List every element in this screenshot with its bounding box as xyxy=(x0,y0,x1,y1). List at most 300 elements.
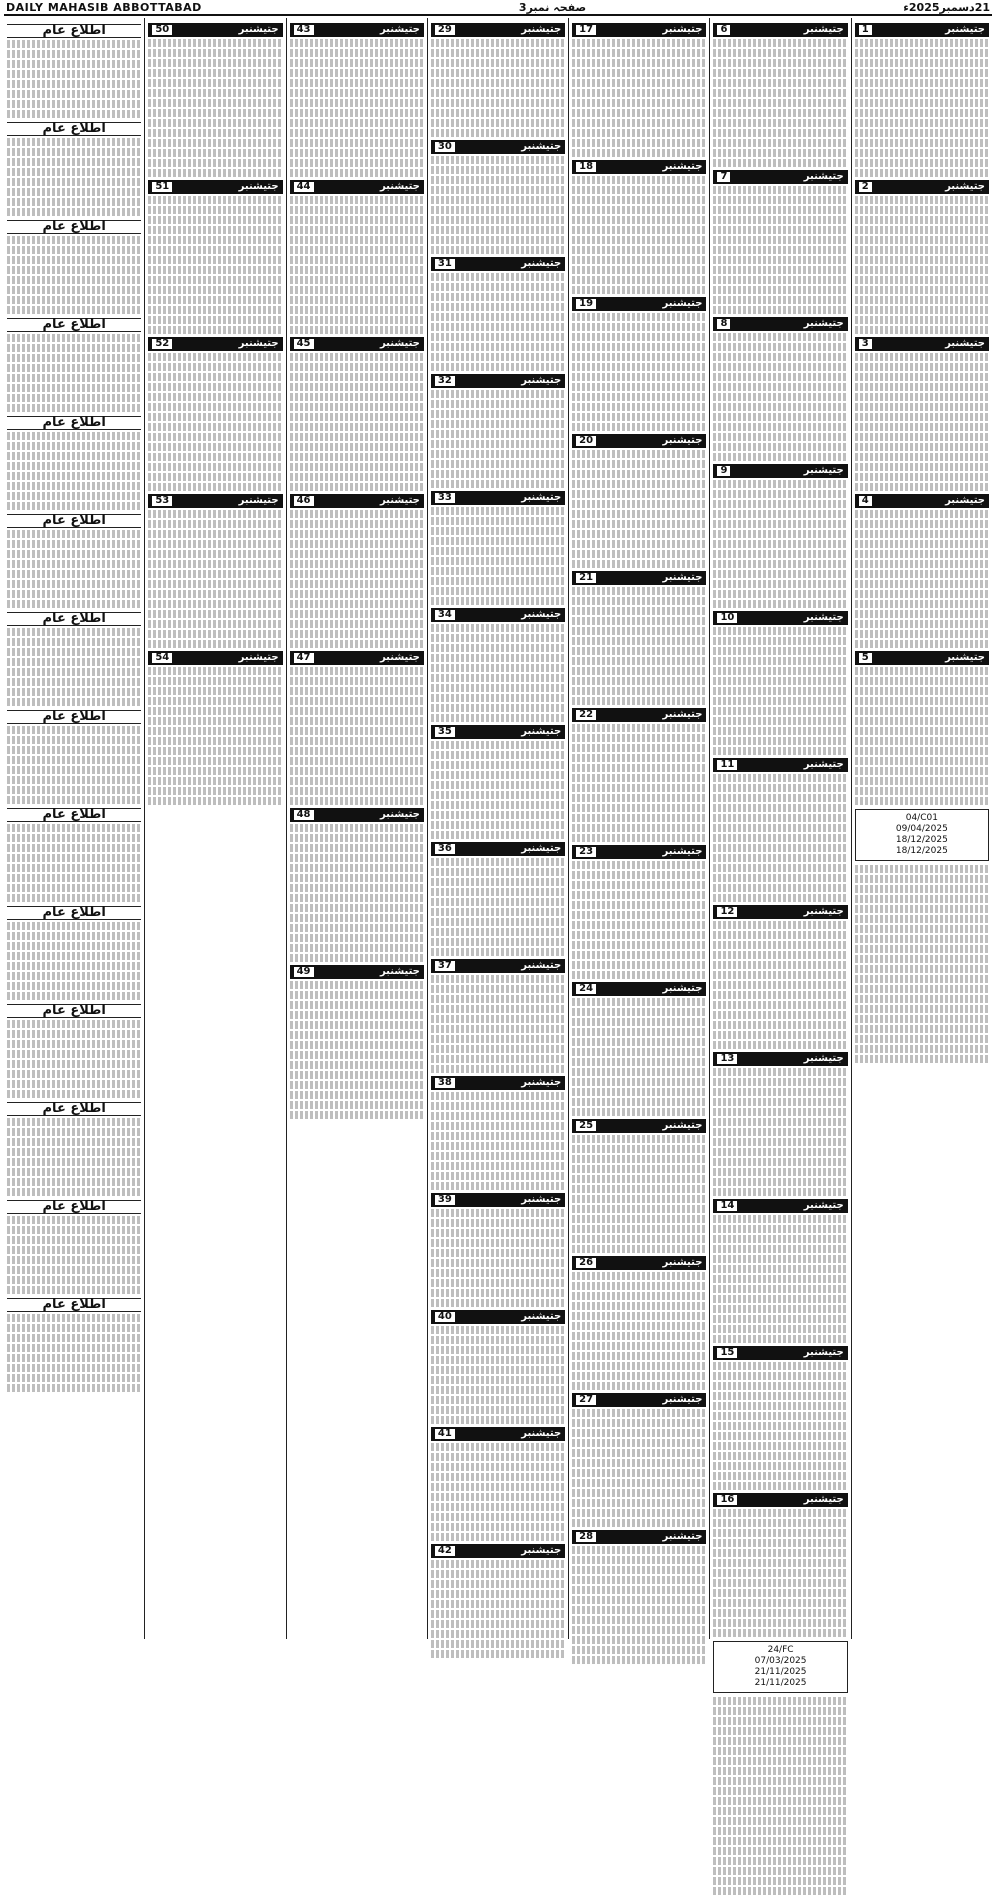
text-line xyxy=(431,49,565,57)
text-line xyxy=(855,610,989,618)
text-line xyxy=(713,1827,847,1835)
text-line xyxy=(572,1135,706,1143)
text-line xyxy=(713,266,847,274)
text-line xyxy=(148,59,282,67)
text-line xyxy=(572,1586,706,1594)
badge-number: 5 xyxy=(859,653,872,663)
text-line xyxy=(855,1045,989,1053)
text-line xyxy=(572,246,706,254)
column-7 xyxy=(4,18,144,1639)
text-line xyxy=(7,600,141,608)
text-line xyxy=(713,1727,847,1735)
badge-number: 3 xyxy=(859,339,872,349)
text-line xyxy=(855,1025,989,1033)
badge-number: 7 xyxy=(717,172,730,182)
text-line xyxy=(431,1122,565,1130)
text-line xyxy=(855,985,989,993)
text-line xyxy=(7,1276,141,1284)
text-line xyxy=(431,1326,565,1334)
text-line xyxy=(7,580,141,588)
text-line xyxy=(7,658,141,666)
column-3 xyxy=(568,18,709,1639)
text-line xyxy=(7,834,141,842)
badge-label: جتیشنبر xyxy=(521,492,562,503)
text-line xyxy=(713,961,847,969)
text-line xyxy=(7,266,141,274)
badge-label: جتیشنبر xyxy=(945,181,985,192)
notice-number-badge xyxy=(431,1193,565,1207)
text-line xyxy=(290,196,424,204)
text-line xyxy=(713,1215,847,1223)
text-line xyxy=(572,363,706,371)
text-line xyxy=(572,891,706,899)
text-line xyxy=(572,1616,706,1624)
notice-heading: اطلاع عام xyxy=(7,906,141,920)
text-line xyxy=(7,1090,141,1098)
text-line xyxy=(572,423,706,431)
text-line xyxy=(431,1055,565,1063)
badge-label: جتیشنبر xyxy=(662,161,703,172)
text-line xyxy=(148,600,282,608)
text-line xyxy=(431,1523,565,1531)
text-line xyxy=(431,69,565,77)
badge-label: جتیشنبر xyxy=(803,171,844,182)
text-line xyxy=(713,1325,847,1333)
notice-number-badge xyxy=(290,808,424,822)
text-line xyxy=(7,1344,141,1352)
text-line xyxy=(572,724,706,732)
text-line xyxy=(572,1108,706,1116)
text-line xyxy=(431,948,565,956)
text-line xyxy=(713,727,847,735)
text-line xyxy=(713,119,847,127)
text-line xyxy=(7,756,141,764)
text-line xyxy=(855,139,989,147)
text-line xyxy=(855,777,989,785)
text-line xyxy=(431,166,565,174)
text-line xyxy=(713,1529,847,1537)
badge-number: 14 xyxy=(717,1201,737,1211)
text-line xyxy=(572,1215,706,1223)
text-line xyxy=(572,657,706,665)
text-line xyxy=(713,1472,847,1480)
text-line xyxy=(713,403,847,411)
text-line xyxy=(713,109,847,117)
notice-number-badge xyxy=(855,651,989,665)
text-line xyxy=(431,694,565,702)
text-line xyxy=(290,991,424,999)
notice-number-badge xyxy=(431,959,565,973)
text-line xyxy=(431,751,565,759)
text-line xyxy=(713,921,847,929)
text-line xyxy=(572,1225,706,1233)
text-line xyxy=(7,570,141,578)
text-line xyxy=(713,1068,847,1076)
text-line xyxy=(713,737,847,745)
badge-label: جتیشنبر xyxy=(521,609,562,620)
text-line xyxy=(7,334,141,342)
text-line xyxy=(855,767,989,775)
badge-number: 50 xyxy=(152,25,172,35)
notice-number-badge xyxy=(572,708,706,722)
text-line xyxy=(431,1172,565,1180)
text-line xyxy=(572,403,706,411)
text-line xyxy=(7,1030,141,1038)
text-line xyxy=(713,637,847,645)
text-line xyxy=(431,1132,565,1140)
text-line xyxy=(431,1640,565,1648)
badge-label: جتیشنبر xyxy=(238,24,279,35)
text-line xyxy=(713,1275,847,1283)
text-line xyxy=(572,1322,706,1330)
text-line xyxy=(7,550,141,558)
text-line xyxy=(713,1255,847,1263)
text-line xyxy=(713,774,847,782)
text-line xyxy=(713,1188,847,1196)
text-line xyxy=(713,1295,847,1303)
text-line xyxy=(148,550,282,558)
text-line xyxy=(572,413,706,421)
text-line xyxy=(7,1158,141,1166)
text-line xyxy=(572,196,706,204)
text-line xyxy=(572,69,706,77)
text-line xyxy=(431,1005,565,1013)
text-line xyxy=(148,580,282,588)
badge-label: جتیشنبر xyxy=(945,495,985,506)
notice-heading: اطلاع عام xyxy=(7,220,141,234)
badge-label: جتیشنبر xyxy=(662,435,703,446)
text-line xyxy=(713,1128,847,1136)
text-line xyxy=(572,470,706,478)
text-line xyxy=(290,1021,424,1029)
text-line xyxy=(855,875,989,883)
text-line xyxy=(431,1045,565,1053)
notice-number-badge xyxy=(431,1076,565,1090)
text-line xyxy=(148,256,282,264)
text-line xyxy=(713,824,847,832)
text-line xyxy=(855,687,989,695)
text-line xyxy=(572,119,706,127)
text-line xyxy=(572,971,706,979)
text-line xyxy=(855,226,989,234)
text-line xyxy=(7,296,141,304)
text-line xyxy=(431,1182,565,1190)
badge-number: 43 xyxy=(294,25,314,35)
badge-label: جتیشنبر xyxy=(521,375,562,386)
text-line xyxy=(431,1650,565,1658)
text-line xyxy=(572,383,706,391)
text-line xyxy=(290,89,424,97)
text-line xyxy=(148,79,282,87)
text-line xyxy=(7,668,141,676)
text-line xyxy=(148,139,282,147)
text-line xyxy=(148,169,282,177)
text-line xyxy=(290,393,424,401)
notice-number-badge xyxy=(290,965,424,979)
text-line xyxy=(572,697,706,705)
text-line xyxy=(290,560,424,568)
text-line xyxy=(855,737,989,745)
text-line xyxy=(572,1282,706,1290)
text-line xyxy=(431,557,565,565)
text-line xyxy=(148,777,282,785)
text-line xyxy=(713,1609,847,1617)
text-line xyxy=(148,570,282,578)
text-line xyxy=(431,420,565,428)
text-line xyxy=(855,707,989,715)
text-line xyxy=(431,1219,565,1227)
text-line xyxy=(572,176,706,184)
notice-heading: اطلاع عام xyxy=(7,1200,141,1214)
text-line xyxy=(7,638,141,646)
badge-label: جتیشنبر xyxy=(662,709,703,720)
text-line xyxy=(7,40,141,48)
text-line xyxy=(855,667,989,675)
text-line xyxy=(713,1629,847,1637)
notice-number-badge xyxy=(572,23,706,37)
notice-heading: اطلاع عام xyxy=(7,1298,141,1312)
badge-number: 39 xyxy=(435,1195,455,1205)
notice-number-badge xyxy=(713,905,847,919)
text-line xyxy=(855,403,989,411)
text-line xyxy=(431,1533,565,1541)
text-line xyxy=(713,333,847,341)
text-line xyxy=(148,226,282,234)
text-line xyxy=(431,831,565,839)
text-line xyxy=(7,60,141,68)
text-line xyxy=(290,1051,424,1059)
text-line xyxy=(431,1620,565,1628)
text-line xyxy=(148,707,282,715)
text-line xyxy=(7,1354,141,1362)
badge-label: جتیشنبر xyxy=(803,1053,844,1064)
notice-number-badge xyxy=(713,170,847,184)
text-line xyxy=(713,306,847,314)
text-line xyxy=(713,1225,847,1233)
text-line xyxy=(148,433,282,441)
text-line xyxy=(290,667,424,675)
text-line xyxy=(148,246,282,254)
text-line xyxy=(431,1453,565,1461)
text-line xyxy=(855,865,989,873)
badge-label: جتیشنبر xyxy=(521,141,562,152)
text-line xyxy=(431,761,565,769)
text-line xyxy=(572,1519,706,1527)
text-line xyxy=(290,520,424,528)
text-line xyxy=(290,59,424,67)
text-line xyxy=(855,995,989,1003)
text-line xyxy=(713,1138,847,1146)
text-line xyxy=(148,286,282,294)
text-line xyxy=(713,677,847,685)
column-4 xyxy=(427,18,568,1639)
badge-label: جتیشنبر xyxy=(803,759,844,770)
text-line xyxy=(855,256,989,264)
text-line xyxy=(431,674,565,682)
text-line xyxy=(7,1040,141,1048)
text-line xyxy=(572,1439,706,1447)
text-line xyxy=(713,1697,847,1705)
badge-number: 35 xyxy=(435,727,455,737)
text-line xyxy=(148,443,282,451)
text-line xyxy=(572,1546,706,1554)
notice-heading: اطلاع عام xyxy=(7,1102,141,1116)
text-line xyxy=(290,443,424,451)
text-line xyxy=(148,727,282,735)
text-line xyxy=(713,1031,847,1039)
notice-number-badge xyxy=(148,180,282,194)
text-line xyxy=(431,333,565,341)
text-line xyxy=(431,236,565,244)
badge-label: جتیشنبر xyxy=(945,24,985,35)
text-line xyxy=(572,1302,706,1310)
text-line xyxy=(431,898,565,906)
text-line xyxy=(7,1118,141,1126)
text-line xyxy=(713,1402,847,1410)
badge-number: 4 xyxy=(859,496,872,506)
text-line xyxy=(431,537,565,545)
text-line xyxy=(855,196,989,204)
text-line xyxy=(431,273,565,281)
text-line xyxy=(290,316,424,324)
text-line xyxy=(290,246,424,254)
text-line xyxy=(572,550,706,558)
text-line xyxy=(713,393,847,401)
text-line xyxy=(572,236,706,244)
text-line xyxy=(713,1837,847,1845)
text-line xyxy=(713,1619,847,1627)
text-line xyxy=(290,737,424,745)
text-line xyxy=(7,1314,141,1322)
text-line xyxy=(572,560,706,568)
notice-number-badge xyxy=(431,140,565,154)
text-line xyxy=(7,786,141,794)
badge-number: 16 xyxy=(717,1495,737,1505)
text-line xyxy=(431,1162,565,1170)
text-line xyxy=(572,998,706,1006)
text-line xyxy=(572,824,706,832)
text-line xyxy=(855,797,989,805)
notice-number-badge xyxy=(431,374,565,388)
text-line xyxy=(7,746,141,754)
text-line xyxy=(572,687,706,695)
text-line xyxy=(7,236,141,244)
text-line xyxy=(572,1342,706,1350)
text-line xyxy=(431,811,565,819)
text-line xyxy=(713,1817,847,1825)
text-line xyxy=(572,59,706,67)
text-line xyxy=(855,1005,989,1013)
court-notice-box xyxy=(855,809,989,861)
text-line xyxy=(572,1058,706,1066)
text-line xyxy=(431,741,565,749)
text-line xyxy=(148,687,282,695)
text-line xyxy=(7,286,141,294)
badge-number: 18 xyxy=(576,162,596,172)
text-line xyxy=(855,935,989,943)
text-line xyxy=(713,159,847,167)
notice-number-badge xyxy=(148,23,282,37)
text-line xyxy=(148,560,282,568)
text-line xyxy=(713,1372,847,1380)
badge-label: جتیشنبر xyxy=(521,24,562,35)
text-line xyxy=(7,942,141,950)
text-line xyxy=(7,530,141,538)
text-line xyxy=(855,49,989,57)
text-line xyxy=(572,1509,706,1517)
text-line xyxy=(713,1549,847,1557)
text-line xyxy=(572,1469,706,1477)
text-line xyxy=(7,482,141,490)
text-line xyxy=(713,814,847,822)
badge-label: جتیشنبر xyxy=(662,298,703,309)
text-line xyxy=(713,216,847,224)
text-line xyxy=(431,1513,565,1521)
text-line xyxy=(713,1787,847,1795)
text-line xyxy=(148,306,282,314)
badge-number: 51 xyxy=(152,182,172,192)
text-line xyxy=(713,874,847,882)
text-line xyxy=(431,343,565,351)
text-line xyxy=(713,1422,847,1430)
text-line xyxy=(572,206,706,214)
badge-label: جتیشنبر xyxy=(803,1347,844,1358)
text-line xyxy=(713,1265,847,1273)
badge-number: 1 xyxy=(859,25,872,35)
text-line xyxy=(713,627,847,635)
text-line xyxy=(572,1292,706,1300)
text-line xyxy=(431,470,565,478)
text-line xyxy=(713,834,847,842)
badge-label: جتیشنبر xyxy=(803,1200,844,1211)
text-line xyxy=(290,944,424,952)
badge-number: 32 xyxy=(435,376,455,386)
text-line xyxy=(713,286,847,294)
badge-number: 17 xyxy=(576,25,596,35)
text-line xyxy=(855,89,989,97)
text-line xyxy=(713,1767,847,1775)
text-line xyxy=(431,577,565,585)
text-line xyxy=(713,1462,847,1470)
text-line xyxy=(713,510,847,518)
badge-number: 2 xyxy=(859,182,872,192)
text-line xyxy=(713,89,847,97)
text-line xyxy=(7,492,141,500)
text-line xyxy=(431,293,565,301)
text-line xyxy=(572,1028,706,1036)
text-line xyxy=(431,363,565,371)
notice-heading: اطلاع عام xyxy=(7,122,141,136)
text-line xyxy=(290,630,424,638)
badge-label: جتیشنبر xyxy=(803,465,844,476)
notice-number-badge xyxy=(713,464,847,478)
text-line xyxy=(713,1088,847,1096)
text-line xyxy=(572,1312,706,1320)
text-line xyxy=(7,1256,141,1264)
badge-label: جتیشنبر xyxy=(803,318,844,329)
notice-number-badge xyxy=(431,23,565,37)
text-line xyxy=(148,216,282,224)
text-line xyxy=(148,276,282,284)
badge-label: جتیشنبر xyxy=(803,612,844,623)
text-line xyxy=(7,1148,141,1156)
badge-number: 44 xyxy=(294,182,314,192)
text-line xyxy=(431,89,565,97)
badge-label: جتیشنبر xyxy=(521,1311,562,1322)
badge-number: 34 xyxy=(435,610,455,620)
columns-container xyxy=(4,18,992,1688)
notice-number-badge xyxy=(431,725,565,739)
